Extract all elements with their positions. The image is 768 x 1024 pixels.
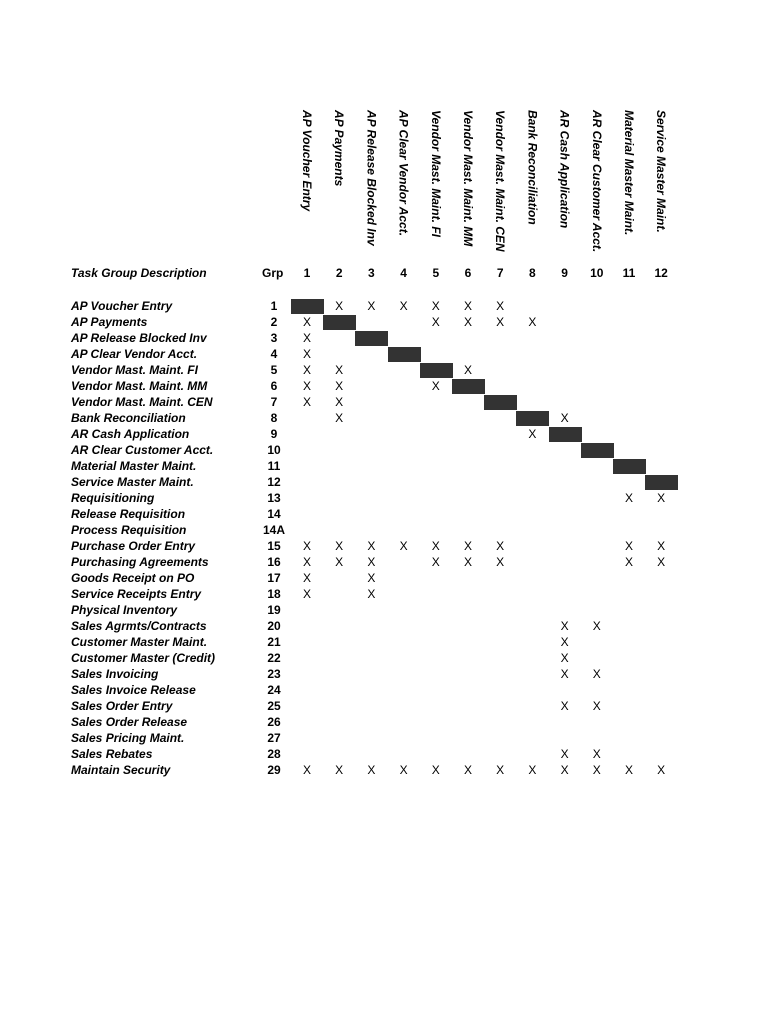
conflict-mark: X [335,539,344,553]
conflict-mark: X [367,571,376,585]
row-group-number: 8 [270,411,278,425]
conflict-mark: X [624,763,633,777]
conflict-mark: X [560,747,569,761]
column-number-7: 7 [496,266,504,280]
column-header-1: AP Voucher Entry [300,110,314,212]
column-number-5: 5 [432,266,440,280]
row-description: Process Requisition [71,523,187,537]
conflict-mark: X [302,587,311,601]
conflict-mark: X [399,539,408,553]
conflict-mark: X [431,555,440,569]
row-description: Sales Order Entry [71,699,173,713]
column-number-1: 1 [303,266,311,280]
conflict-mark: X [496,539,505,553]
conflict-mark: X [592,619,601,633]
row-description: Sales Pricing Maint. [71,731,185,745]
conflict-mark: X [463,315,472,329]
conflict-mark: X [463,555,472,569]
row-description: Bank Reconciliation [71,411,186,425]
column-number-4: 4 [400,266,407,280]
conflict-mark: X [624,555,633,569]
row-description: Service Master Maint. [71,475,194,489]
conflict-mark: X [302,315,311,329]
row-group-number: 3 [270,331,278,345]
column-header-2: AP Payments [332,110,347,187]
row-group-number: 23 [267,667,281,681]
row-description: Release Requisition [71,507,186,521]
conflict-mark: X [560,667,569,681]
row-group-number: 29 [267,763,281,777]
conflict-mark: X [367,299,376,313]
row-description: AP Payments [71,315,148,329]
row-description: AP Release Blocked Inv [71,331,207,345]
conflict-mark: X [302,347,311,361]
conflict-mark: X [496,299,505,313]
task-group-description-header: Task Group Description [71,266,207,280]
row-description: AP Voucher Entry [71,299,173,313]
row-group-number: 5 [270,363,278,377]
conflict-mark: X [560,651,569,665]
column-number-6: 6 [464,266,472,280]
row-description: Vendor Mast. Maint. MM [71,379,208,393]
conflict-mark: X [335,763,344,777]
diagonal-block [323,315,356,330]
row-description: Vendor Mast. Maint. CEN [71,395,213,409]
conflict-mark: X [528,427,537,441]
conflict-mark: X [335,411,344,425]
conflict-mark: X [367,763,376,777]
row-group-number: 2 [270,315,278,329]
conflict-mark: X [431,315,440,329]
column-number-10: 10 [590,266,604,280]
row-description: Sales Agrmts/Contracts [71,619,207,633]
row-group-number: 7 [270,395,278,409]
conflict-mark: X [560,699,569,713]
conflict-mark: X [496,315,505,329]
conflict-mark: X [496,763,505,777]
column-number-2: 2 [335,266,343,280]
row-description: AP Clear Vendor Acct. [71,347,198,361]
conflict-mark: X [560,763,569,777]
conflict-mark: X [399,299,408,313]
row-group-number: 10 [267,443,281,457]
row-description: Vendor Mast. Maint. FI [71,363,198,377]
row-group-number: 19 [267,603,281,617]
conflict-mark: X [560,635,569,649]
diagonal-block [388,347,421,362]
row-group-number: 27 [267,731,281,745]
row-description: Sales Order Release [71,715,188,729]
conflict-mark: X [302,379,311,393]
row-group-number: 26 [267,715,281,729]
conflict-mark: X [560,619,569,633]
conflict-mark: X [399,763,408,777]
diagonal-block [291,299,324,314]
column-header-7: Vendor Mast. Maint. CEN [493,110,508,252]
row-group-number: 13 [267,491,281,505]
diagonal-block [355,331,388,346]
diagonal-block [549,427,582,442]
row-description: Physical Inventory [71,603,178,617]
column-number-9: 9 [561,266,568,280]
row-group-number: 14 [267,507,281,521]
row-description: Sales Rebates [71,747,153,761]
column-header-3: AP Release Blocked Inv [364,110,379,246]
row-group-number: 9 [270,427,278,441]
row-group-number: 15 [267,539,281,553]
row-description: Sales Invoice Release [71,683,196,697]
row-description: Goods Receipt on PO [71,571,195,585]
conflict-mark: X [528,315,537,329]
conflict-mark: X [335,363,344,377]
conflict-mark: X [431,299,440,313]
row-group-number: 20 [267,619,281,633]
row-group-number: 24 [267,683,281,697]
row-group-number: 12 [267,475,281,489]
row-description: Purchasing Agreements [71,555,209,569]
column-header-8: Bank Reconciliation [525,110,540,225]
conflict-mark: X [302,363,311,377]
conflict-mark: X [592,747,601,761]
conflict-mark: X [657,555,666,569]
diagonal-block [452,379,485,394]
conflict-mark: X [496,555,505,569]
conflict-mark: X [657,491,666,505]
row-group-number: 11 [267,459,281,473]
conflict-mark: X [335,395,344,409]
conflict-mark: X [657,763,666,777]
row-group-number: 17 [267,571,281,585]
row-group-number: 6 [270,379,278,393]
row-description: Customer Master Maint. [71,635,208,649]
row-description: Maintain Security [71,763,171,777]
conflict-mark: X [302,331,311,345]
conflict-mark: X [463,763,472,777]
conflict-mark: X [624,491,633,505]
conflict-mark: X [431,763,440,777]
row-group-number: 21 [267,635,281,649]
column-header-4: AP Clear Vendor Acct. [396,110,411,237]
diagonal-block [420,363,453,378]
grp-header: Grp [262,266,284,280]
row-description: AR Clear Customer Acct. [71,443,214,457]
conflict-mark: X [367,539,376,553]
column-header-6: Vendor Mast. Maint. MM [461,110,475,247]
conflict-mark: X [528,763,537,777]
diagonal-block [581,443,614,458]
conflict-mark: X [302,539,311,553]
conflict-mark: X [367,587,376,601]
row-group-number: 14A [262,523,285,537]
column-header-5: Vendor Mast. Maint. FI [428,110,443,237]
column-header-11: Material Master Maint. [622,110,636,236]
row-description: Material Master Maint. [71,459,197,473]
conflict-mark: X [302,763,311,777]
conflict-mark: X [431,539,440,553]
column-number-11: 11 [622,266,636,280]
column-number-8: 8 [529,266,536,280]
conflict-mark: X [367,555,376,569]
conflict-mark: X [302,395,311,409]
row-group-number: 18 [267,587,281,601]
column-number-3: 3 [368,266,375,280]
diagonal-block [613,459,646,474]
conflict-mark: X [463,299,472,313]
conflict-mark: X [592,763,601,777]
conflict-mark: X [431,379,440,393]
row-description: Service Receipts Entry [71,587,202,601]
conflict-mark: X [302,571,311,585]
conflict-mark: X [463,363,472,377]
conflict-mark: X [592,667,601,681]
diagonal-block [516,411,549,426]
conflict-mark: X [657,539,666,553]
conflict-mark: X [335,379,344,393]
row-description: AR Cash Application [71,427,190,441]
conflict-mark: X [463,539,472,553]
row-description: Sales Invoicing [71,667,159,681]
row-group-number: 4 [270,347,278,361]
row-description: Purchase Order Entry [71,539,196,553]
diagonal-block [645,475,678,490]
column-number-12: 12 [654,266,668,280]
conflict-mark: X [624,539,633,553]
conflict-mark: X [302,555,311,569]
conflict-mark: X [335,555,344,569]
conflict-mark: X [592,699,601,713]
column-header-9: AR Cash Application [557,110,572,229]
row-group-number: 22 [267,651,281,665]
row-description: Requisitioning [71,491,155,505]
column-header-12: Service Master Maint. [654,110,669,233]
row-group-number: 16 [267,555,281,569]
row-description: Customer Master (Credit) [71,651,216,665]
row-group-number: 28 [267,747,281,761]
row-group-number: 1 [270,299,278,313]
column-header-10: AR Clear Customer Acct. [589,110,604,253]
conflict-mark: X [335,299,344,313]
row-group-number: 25 [267,699,281,713]
diagonal-block [484,395,517,410]
conflict-mark: X [560,411,569,425]
